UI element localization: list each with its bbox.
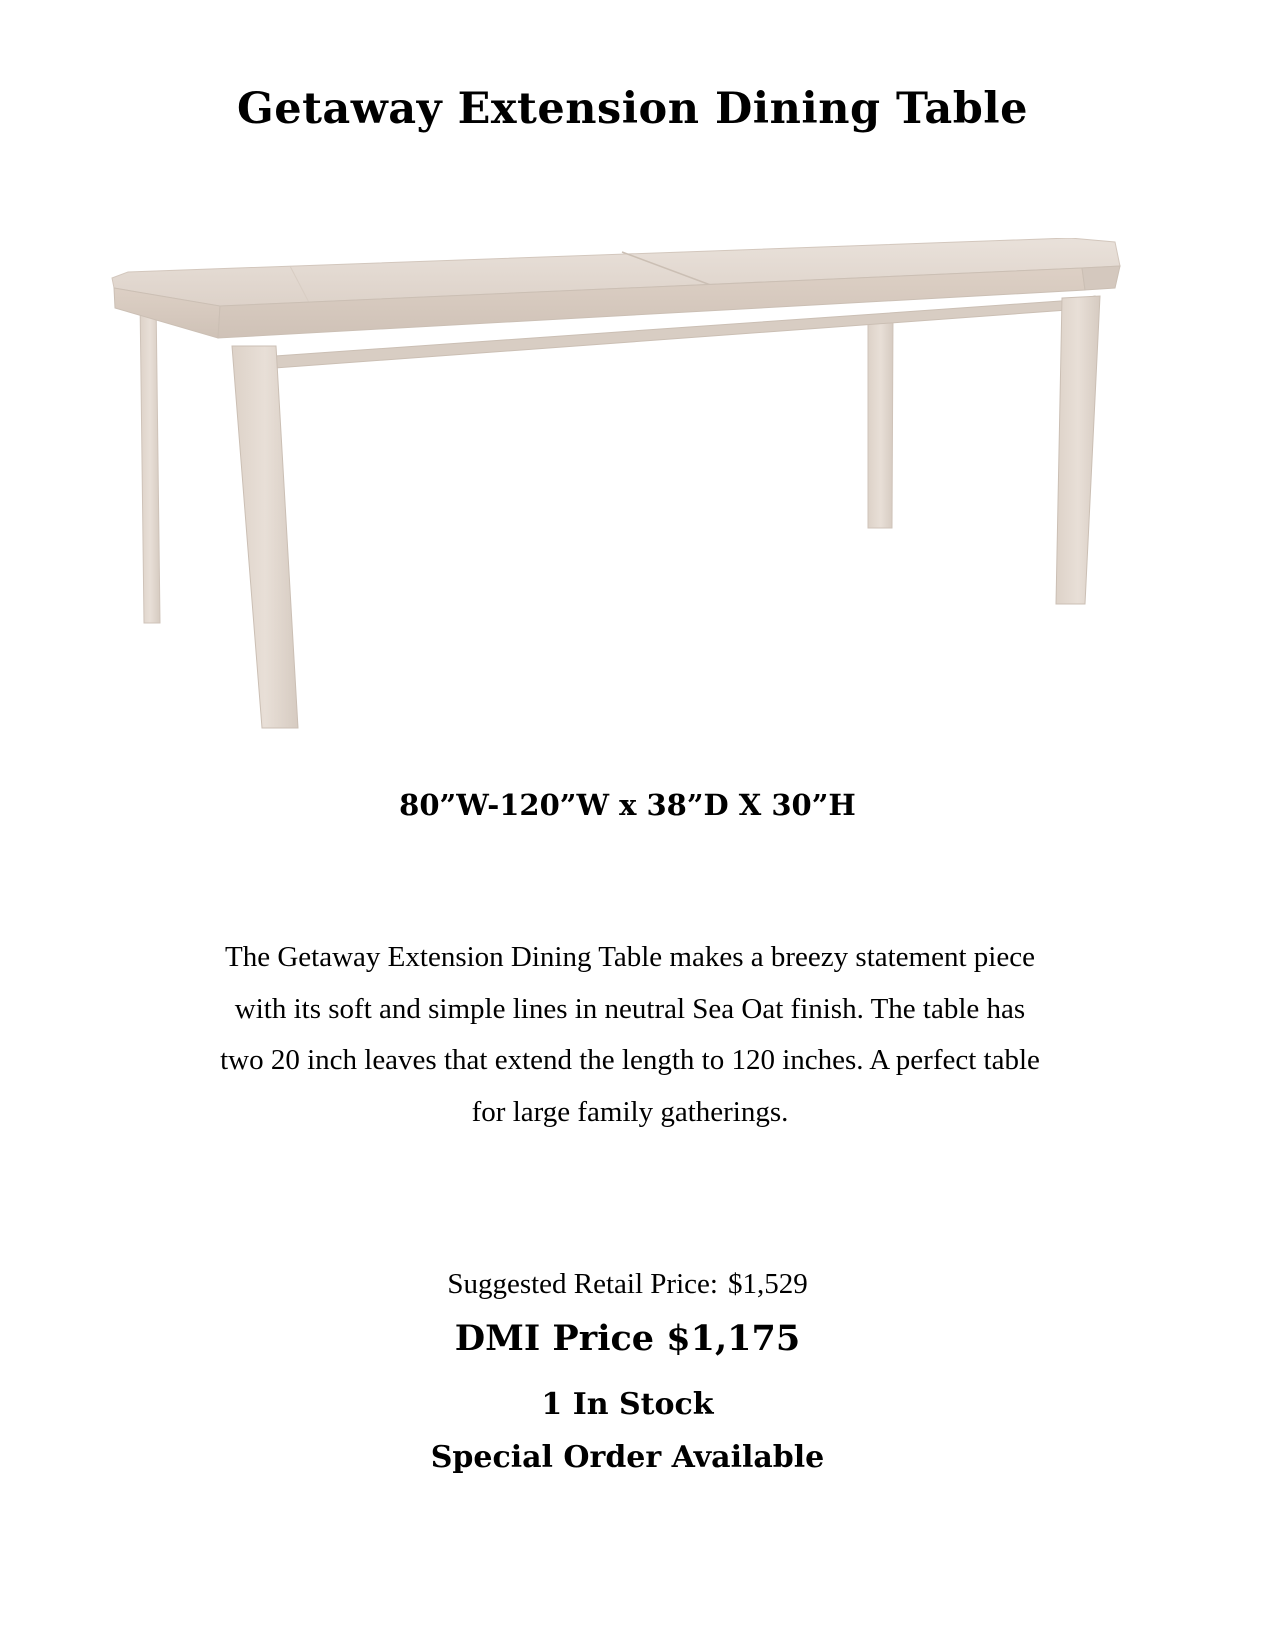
dmi-price: DMI Price $1,175 xyxy=(454,1318,801,1359)
suggested-retail-label: Suggested Retail Price: xyxy=(447,1268,718,1300)
description-line: The Getaway Extension Dining Table makes a breezy statement piece xyxy=(225,941,1035,973)
description-line: for large family gatherings. xyxy=(471,1095,789,1128)
back-left-leg xyxy=(140,298,160,623)
dining-table-photo xyxy=(110,238,1185,773)
suggested-retail-price xyxy=(0,1268,1275,1301)
special-order-note: Special Order Available xyxy=(430,1440,825,1475)
description-line: with its soft and simple lines in neutral Sea Oat finish. The table has xyxy=(234,992,1026,1025)
stock-status: 1 In Stock xyxy=(541,1387,714,1422)
product-description xyxy=(100,932,1160,1138)
front-right-leg xyxy=(1056,296,1100,604)
back-right-leg xyxy=(868,316,893,528)
product-title: Getaway Extension Dining Table xyxy=(236,84,1028,134)
product-dimensions: 80”W-120”W x 38”D X 30”H xyxy=(399,788,856,822)
front-left-leg xyxy=(232,346,298,728)
description-line: two 20 inch leaves that extend the length to 120 inches. A perfect table xyxy=(220,1044,1040,1076)
suggested-retail-value: $1,529 xyxy=(727,1268,808,1300)
